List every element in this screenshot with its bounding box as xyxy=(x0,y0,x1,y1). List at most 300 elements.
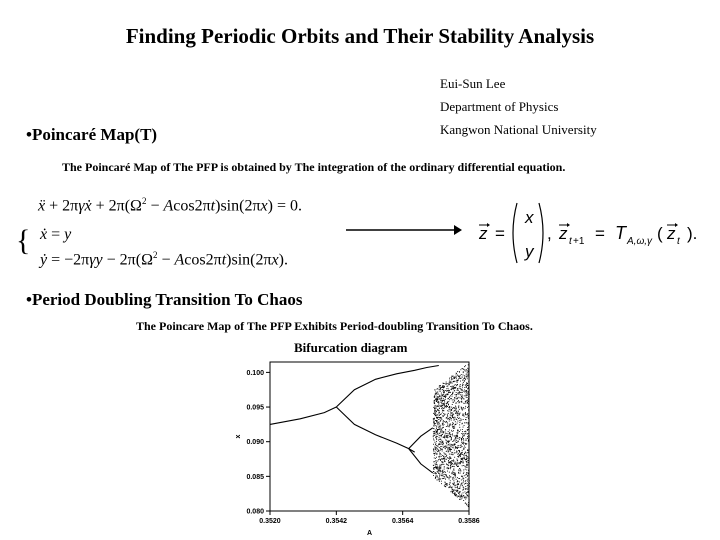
chaos-point xyxy=(450,418,451,419)
chaos-point xyxy=(458,447,459,448)
chaos-point xyxy=(461,439,462,440)
chaos-point xyxy=(454,410,455,411)
chaos-point xyxy=(461,494,462,495)
chaos-point xyxy=(466,459,467,460)
chaos-point xyxy=(448,431,449,432)
chaos-point xyxy=(437,461,438,462)
chaos-point xyxy=(436,415,437,416)
chaos-point xyxy=(461,454,462,455)
chaos-point xyxy=(466,440,467,441)
chaos-point xyxy=(448,411,449,412)
chaos-point xyxy=(454,440,455,441)
chaos-point xyxy=(438,446,439,447)
chaos-point xyxy=(466,453,467,454)
chaos-point xyxy=(446,468,447,469)
chaos-point xyxy=(450,451,451,452)
chaos-point xyxy=(438,424,439,425)
chaos-point xyxy=(445,437,446,438)
chaos-point xyxy=(463,398,464,399)
chaos-point xyxy=(452,400,453,401)
chaos-point xyxy=(463,449,464,450)
chaos-point xyxy=(436,457,437,458)
chaos-point xyxy=(437,392,438,393)
chaos-point xyxy=(466,504,467,505)
chaos-point xyxy=(455,490,456,491)
chaos-point xyxy=(457,447,458,448)
chaos-point xyxy=(460,455,461,456)
chaos-point xyxy=(443,394,444,395)
chaos-point xyxy=(459,439,460,440)
chaos-point xyxy=(443,416,444,417)
chaos-point xyxy=(439,468,440,469)
chaos-point xyxy=(441,398,442,399)
chaos-point xyxy=(462,490,463,491)
chaos-point xyxy=(467,401,468,402)
chaos-point xyxy=(439,469,440,470)
bifurcation-branch-3 xyxy=(409,428,433,449)
chaos-point xyxy=(463,470,464,471)
chaos-point xyxy=(460,418,461,419)
chaos-point xyxy=(434,442,435,443)
chaos-point xyxy=(465,480,466,481)
chaos-point xyxy=(460,394,461,395)
chaos-point xyxy=(443,464,444,465)
chaos-point xyxy=(444,405,445,406)
chaos-point xyxy=(435,430,436,431)
chaos-point xyxy=(451,491,452,492)
chaos-point xyxy=(440,439,441,440)
chaos-point xyxy=(434,469,435,470)
chaos-point xyxy=(458,493,459,494)
chaos-point xyxy=(463,443,464,444)
chaos-point xyxy=(442,473,443,474)
chaos-point xyxy=(449,378,450,379)
chaos-point xyxy=(465,503,466,504)
chaos-point xyxy=(456,398,457,399)
chaos-point xyxy=(436,460,437,461)
chaos-point xyxy=(462,437,463,438)
chaos-point xyxy=(450,415,451,416)
chaos-point xyxy=(449,448,450,449)
chaos-point xyxy=(447,477,448,478)
chaos-point xyxy=(466,392,467,393)
chaos-point xyxy=(440,420,441,421)
chaos-point xyxy=(443,413,444,414)
chaos-point xyxy=(458,450,459,451)
chaos-point xyxy=(436,401,437,402)
chaos-point xyxy=(438,468,439,469)
chaos-point xyxy=(457,490,458,491)
chaos-point xyxy=(463,477,464,478)
chaos-point xyxy=(450,476,451,477)
chaos-point xyxy=(451,379,452,380)
chaos-point xyxy=(454,435,455,436)
chaos-point xyxy=(464,377,465,378)
chaos-point xyxy=(453,472,454,473)
chaos-point xyxy=(467,417,468,418)
chaos-point xyxy=(455,463,456,464)
chaos-point xyxy=(467,407,468,408)
chaos-point xyxy=(463,487,464,488)
chaos-point xyxy=(446,403,447,404)
svg-text:t: t xyxy=(569,236,572,247)
chaos-point xyxy=(440,388,441,389)
chaos-point xyxy=(459,463,460,464)
chaos-point xyxy=(453,423,454,424)
chaos-point xyxy=(438,440,439,441)
chaos-point xyxy=(446,391,447,392)
chaos-point xyxy=(463,391,464,392)
section2-heading-text: Period Doubling Transition To Chaos xyxy=(31,290,303,309)
chaos-point xyxy=(457,454,458,455)
chaos-point xyxy=(461,407,462,408)
chaos-point xyxy=(443,471,444,472)
chaos-point xyxy=(449,433,450,434)
chaos-point xyxy=(450,395,451,396)
chaos-point xyxy=(455,406,456,407)
chaos-point xyxy=(442,389,443,390)
chaos-point xyxy=(458,411,459,412)
chaos-point xyxy=(456,377,457,378)
chaos-point xyxy=(457,388,458,389)
chaos-point xyxy=(447,471,448,472)
chaos-point xyxy=(460,381,461,382)
chaos-point xyxy=(469,449,470,450)
chaos-point xyxy=(456,451,457,452)
chaos-point xyxy=(441,429,442,430)
chaos-point xyxy=(458,488,459,489)
chaos-point xyxy=(446,417,447,418)
chaos-point xyxy=(458,492,459,493)
svg-text:z: z xyxy=(667,224,676,243)
chaos-point xyxy=(465,371,466,372)
chaos-point xyxy=(442,427,443,428)
chaos-point xyxy=(439,439,440,440)
chaos-point xyxy=(452,471,453,472)
chaos-point xyxy=(434,467,435,468)
chaos-point xyxy=(442,407,443,408)
chaos-point xyxy=(438,403,439,404)
chaos-point xyxy=(447,401,448,402)
chaos-point xyxy=(436,437,437,438)
chaos-point xyxy=(456,485,457,486)
chaos-point xyxy=(436,434,437,435)
svg-text:T: T xyxy=(615,223,626,243)
chaos-point xyxy=(462,450,463,451)
chaos-point xyxy=(443,383,444,384)
chaos-point xyxy=(434,413,435,414)
chaos-point xyxy=(459,413,460,414)
chaos-point xyxy=(467,403,468,404)
chaos-point xyxy=(447,437,448,438)
chaos-point xyxy=(469,390,470,391)
chaos-point xyxy=(456,442,457,443)
chaos-point xyxy=(437,399,438,400)
chaos-point xyxy=(455,424,456,425)
chaos-point xyxy=(446,475,447,476)
chaos-point xyxy=(448,458,449,459)
chaos-point xyxy=(437,468,438,469)
chaos-point xyxy=(465,414,466,415)
chaos-point xyxy=(435,452,436,453)
chaos-point xyxy=(434,402,435,403)
chaos-point xyxy=(447,422,448,423)
chaos-point xyxy=(436,464,437,465)
chaos-point xyxy=(435,413,436,414)
chaos-point xyxy=(466,462,467,463)
chaos-point xyxy=(442,459,443,460)
chaos-point xyxy=(440,479,441,480)
chaos-point xyxy=(461,440,462,441)
chaos-point xyxy=(454,453,455,454)
chaos-point xyxy=(435,477,436,478)
chaos-point xyxy=(456,408,457,409)
chaos-point xyxy=(435,447,436,448)
chaos-point xyxy=(467,489,468,490)
chaos-point xyxy=(454,398,455,399)
chaos-point xyxy=(442,395,443,396)
chaos-point xyxy=(444,435,445,436)
chaos-point xyxy=(463,440,464,441)
chaos-point xyxy=(433,418,434,419)
chaos-point xyxy=(447,386,448,387)
chaos-point xyxy=(464,422,465,423)
chaos-point xyxy=(457,436,458,437)
chaos-point xyxy=(451,488,452,489)
chaos-point xyxy=(445,456,446,457)
chaos-point xyxy=(448,460,449,461)
chaos-point xyxy=(436,399,437,400)
chaos-point xyxy=(451,407,452,408)
chaos-point xyxy=(454,466,455,467)
chaos-point xyxy=(452,477,453,478)
chaos-point xyxy=(462,415,463,416)
chaos-point xyxy=(435,393,436,394)
chaos-point xyxy=(449,425,450,426)
chaos-point xyxy=(468,489,469,490)
chaos-point xyxy=(462,459,463,460)
chaos-point xyxy=(442,400,443,401)
chaos-point xyxy=(468,462,469,463)
chaos-point xyxy=(451,418,452,419)
chaos-point xyxy=(461,442,462,443)
chaos-point xyxy=(436,411,437,412)
chaos-point xyxy=(444,476,445,477)
chaos-point xyxy=(436,426,437,427)
chaos-point xyxy=(440,432,441,433)
chaos-point xyxy=(463,465,464,466)
chaos-point xyxy=(433,413,434,414)
chaos-point xyxy=(455,384,456,385)
chaos-point xyxy=(453,461,454,462)
chaos-point xyxy=(449,426,450,427)
chaos-point xyxy=(448,404,449,405)
chaos-point xyxy=(460,462,461,463)
chaos-point xyxy=(439,481,440,482)
chaos-point xyxy=(442,444,443,445)
chaos-point xyxy=(445,406,446,407)
chaos-point xyxy=(463,454,464,455)
system-brace: { xyxy=(16,224,31,257)
chaos-point xyxy=(442,464,443,465)
chaos-point xyxy=(447,449,448,450)
chaos-point xyxy=(454,407,455,408)
chaos-point xyxy=(450,413,451,414)
chaos-point xyxy=(449,419,450,420)
chaos-point xyxy=(438,456,439,457)
chaos-point xyxy=(447,383,448,384)
chaos-point xyxy=(461,445,462,446)
chaos-point xyxy=(468,422,469,423)
chaos-point xyxy=(444,396,445,397)
chaos-point xyxy=(462,387,463,388)
chaos-point xyxy=(444,438,445,439)
chaos-point xyxy=(443,422,444,423)
chaos-point xyxy=(452,383,453,384)
chaos-point xyxy=(456,396,457,397)
chaos-point xyxy=(444,414,445,415)
chaos-point xyxy=(437,406,438,407)
chaos-point xyxy=(437,471,438,472)
chaos-point xyxy=(444,461,445,462)
chaos-point xyxy=(435,473,436,474)
chaos-point xyxy=(455,419,456,420)
chaos-point xyxy=(455,417,456,418)
author-department: Department of Physics xyxy=(440,99,559,114)
chaos-point xyxy=(447,416,448,417)
chaos-point xyxy=(468,396,469,397)
chaos-point xyxy=(464,449,465,450)
chaos-point xyxy=(441,446,442,447)
chaos-point xyxy=(446,440,447,441)
chaos-point xyxy=(466,390,467,391)
chaos-point xyxy=(448,435,449,436)
bifurcation-branch-1 xyxy=(336,366,439,408)
chaos-point xyxy=(444,399,445,400)
chaos-point xyxy=(453,402,454,403)
chaos-point xyxy=(458,432,459,433)
chaos-point xyxy=(452,434,453,435)
chaos-point xyxy=(438,479,439,480)
chaos-point xyxy=(449,445,450,446)
chaos-point xyxy=(464,497,465,498)
chaos-point xyxy=(451,382,452,383)
chaos-point xyxy=(452,394,453,395)
chaos-point xyxy=(454,450,455,451)
chaos-point xyxy=(440,389,441,390)
chaos-point xyxy=(451,452,452,453)
chaos-point xyxy=(464,391,465,392)
chaos-point xyxy=(464,431,465,432)
chaos-point xyxy=(451,409,452,410)
chaos-point xyxy=(463,438,464,439)
x-tick-label: 0.3520 xyxy=(259,518,281,525)
chaos-point xyxy=(433,475,434,476)
chaos-point xyxy=(455,394,456,395)
chaos-point xyxy=(451,446,452,447)
chaos-point xyxy=(450,463,451,464)
chaos-point xyxy=(453,454,454,455)
chaos-point xyxy=(466,401,467,402)
chaos-point xyxy=(467,450,468,451)
chaos-point xyxy=(438,423,439,424)
chaos-point xyxy=(466,394,467,395)
chaos-point xyxy=(443,472,444,473)
chaos-point xyxy=(439,444,440,445)
bifurcation-branch-4 xyxy=(409,449,433,473)
chaos-point xyxy=(435,443,436,444)
chaos-point xyxy=(448,444,449,445)
chaos-point xyxy=(452,483,453,484)
chaos-point xyxy=(460,445,461,446)
chaos-point xyxy=(448,467,449,468)
chaos-point xyxy=(455,413,456,414)
chaos-point xyxy=(460,453,461,454)
chaos-point xyxy=(437,433,438,434)
chaos-point xyxy=(459,376,460,377)
chaos-point xyxy=(439,453,440,454)
chaos-point xyxy=(439,465,440,466)
chaos-point xyxy=(458,414,459,415)
chaos-point xyxy=(439,443,440,444)
chaos-point xyxy=(451,410,452,411)
chaos-point xyxy=(458,380,459,381)
svg-text:y: y xyxy=(525,242,534,261)
chaos-point xyxy=(451,444,452,445)
chaos-point xyxy=(465,469,466,470)
chaos-point xyxy=(445,432,446,433)
chaos-point xyxy=(440,400,441,401)
chaos-point xyxy=(450,449,451,450)
chaos-point xyxy=(449,399,450,400)
chaos-point xyxy=(445,397,446,398)
chaos-point xyxy=(457,448,458,449)
chaos-point xyxy=(458,397,459,398)
chaos-point xyxy=(440,475,441,476)
chaos-point xyxy=(437,476,438,477)
chaos-point xyxy=(456,380,457,381)
chaos-point xyxy=(452,386,453,387)
chaos-point xyxy=(467,376,468,377)
chaos-point xyxy=(452,466,453,467)
chaos-point xyxy=(455,485,456,486)
chaos-point xyxy=(450,480,451,481)
chaos-point xyxy=(441,475,442,476)
chaos-point xyxy=(464,378,465,379)
chaos-point xyxy=(441,471,442,472)
chaos-point xyxy=(439,435,440,436)
chaos-point xyxy=(459,424,460,425)
chaos-point xyxy=(459,372,460,373)
chaos-point xyxy=(467,372,468,373)
chaos-point xyxy=(452,487,453,488)
chaos-point xyxy=(435,423,436,424)
chaos-point xyxy=(462,397,463,398)
chaos-point xyxy=(434,458,435,459)
chaos-point xyxy=(467,429,468,430)
chaos-point xyxy=(458,407,459,408)
chaos-point xyxy=(468,410,469,411)
chaos-point xyxy=(456,376,457,377)
chaos-point xyxy=(465,408,466,409)
chaos-point xyxy=(457,417,458,418)
chaos-point xyxy=(449,479,450,480)
chaos-point xyxy=(442,405,443,406)
chaos-point xyxy=(441,393,442,394)
chaos-point xyxy=(459,491,460,492)
chaos-point xyxy=(441,436,442,437)
chaos-point xyxy=(464,484,465,485)
